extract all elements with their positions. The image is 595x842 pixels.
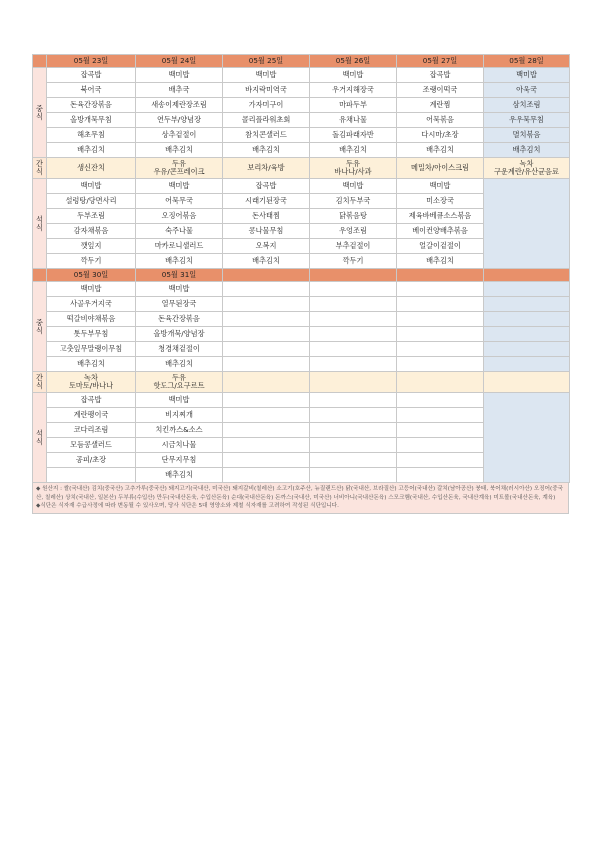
menu-item: 계란찜 — [397, 98, 484, 113]
menu-item — [223, 327, 310, 342]
menu-item — [397, 453, 484, 468]
snack-line-1: 녹차 — [84, 373, 98, 383]
date-header: 05월 28일 — [484, 55, 570, 68]
lunch-label: 중 식 — [33, 68, 47, 158]
menu-item: 잡곡밥 — [47, 393, 136, 408]
lunch-row — [33, 312, 570, 327]
menu-item — [397, 423, 484, 438]
snack-line-1: 두유 — [172, 159, 186, 169]
menu-item: 돈육간장볶음 — [136, 312, 223, 327]
week1-date-header — [33, 55, 570, 68]
dinner-label: 석 식 — [33, 179, 47, 269]
menu-item — [484, 327, 570, 342]
lunch-row — [33, 357, 570, 372]
snack-item — [136, 372, 223, 393]
menu-item: 삼치조림 — [484, 98, 570, 113]
snack-line-2: 우유/콘프레이크 — [153, 167, 205, 176]
menu-item — [223, 312, 310, 327]
snack-item — [397, 158, 484, 179]
menu-item: 백미밥 — [136, 68, 223, 83]
menu-item: 비지찌개 — [136, 408, 223, 423]
snack-row — [33, 372, 570, 393]
menu-item: 어묵볶음 — [397, 113, 484, 128]
menu-item — [223, 342, 310, 357]
menu-item — [397, 468, 484, 483]
menu-item: 백미밥 — [136, 179, 223, 194]
menu-item: 배추김치 — [47, 143, 136, 158]
date-header — [484, 269, 570, 282]
menu-item: 조랭이떡국 — [397, 83, 484, 98]
menu-item — [310, 438, 397, 453]
menu-item: 잡곡밥 — [223, 179, 310, 194]
menu-item: 김치두부국 — [310, 194, 397, 209]
menu-item: 콜리플라워초회 — [223, 113, 310, 128]
date-header: 05월 26일 — [310, 55, 397, 68]
menu-item: 코다리조림 — [47, 423, 136, 438]
snack-line-1: 생신잔치 — [77, 163, 105, 173]
menu-item: 배추김치 — [223, 254, 310, 269]
menu-item — [223, 393, 310, 408]
menu-item — [223, 297, 310, 312]
menu-item — [397, 327, 484, 342]
menu-item: 어묵무국 — [136, 194, 223, 209]
menu-item: 감자채볶음 — [47, 224, 136, 239]
menu-item: 배추김치 — [397, 143, 484, 158]
dinner-row — [33, 393, 570, 408]
menu-item: 백미밥 — [310, 68, 397, 83]
menu-item — [397, 393, 484, 408]
menu-item: 올방개묵/양념장 — [136, 327, 223, 342]
menu-item: 우우묵무침 — [484, 113, 570, 128]
menu-item: 바지락미역국 — [223, 83, 310, 98]
date-header: 05월 27일 — [397, 55, 484, 68]
date-header: 05월 24일 — [136, 55, 223, 68]
menu-item: 베이컨양배추볶음 — [397, 224, 484, 239]
lunch-label: 중 식 — [33, 282, 47, 372]
menu-item: 백미밥 — [310, 179, 397, 194]
disclaimer-note: ◆식단은 식자재 수급사정에 따라 변동될 수 있사오며, 당사 식단은 5대 영양소와 제철 식자재를 고려하여 작성된 식단입니다. — [36, 503, 339, 510]
snack-item — [310, 158, 397, 179]
menu-item: 올방개묵무침 — [47, 113, 136, 128]
menu-item: 백미밥 — [223, 68, 310, 83]
menu-item: 배추김치 — [397, 254, 484, 269]
menu-item: 유채나물 — [310, 113, 397, 128]
menu-item: 계란팽이국 — [47, 408, 136, 423]
lunch-row — [33, 143, 570, 158]
date-header — [310, 269, 397, 282]
menu-item: 배추김치 — [136, 254, 223, 269]
menu-item: 백미밥 — [47, 179, 136, 194]
snack-row — [33, 158, 570, 179]
menu-item — [484, 297, 570, 312]
menu-item: 깻잎지 — [47, 239, 136, 254]
menu-item: 배추국 — [136, 83, 223, 98]
menu-item: 아욱국 — [484, 83, 570, 98]
menu-item — [223, 408, 310, 423]
lunch-row — [33, 282, 570, 297]
menu-item — [310, 357, 397, 372]
menu-item — [223, 453, 310, 468]
snack-item — [136, 158, 223, 179]
menu-item: 돌김파래자반 — [310, 128, 397, 143]
menu-item — [484, 357, 570, 372]
snack-label: 간 식 — [33, 158, 47, 179]
menu-item — [310, 408, 397, 423]
menu-item — [310, 423, 397, 438]
lunch-row — [33, 83, 570, 98]
menu-item: 잡곡밥 — [397, 68, 484, 83]
menu-item: 닭볶음탕 — [310, 209, 397, 224]
date-header: 05월 30일 — [47, 269, 136, 282]
menu-item — [223, 468, 310, 483]
menu-item — [223, 438, 310, 453]
menu-item: 우거지해장국 — [310, 83, 397, 98]
menu-item — [310, 468, 397, 483]
header-corner — [33, 55, 47, 68]
menu-item: 콩나물무침 — [223, 224, 310, 239]
menu-item: 마카로니샐러드 — [136, 239, 223, 254]
menu-item — [310, 342, 397, 357]
header-corner — [33, 269, 47, 282]
menu-item — [310, 453, 397, 468]
menu-item — [310, 282, 397, 297]
menu-item: 연두부/양념장 — [136, 113, 223, 128]
menu-item: 오징어볶음 — [136, 209, 223, 224]
menu-item — [397, 408, 484, 423]
menu-item — [397, 282, 484, 297]
menu-item — [484, 282, 570, 297]
menu-item: 멸치볶음 — [484, 128, 570, 143]
lunch-row — [33, 297, 570, 312]
menu-item — [310, 327, 397, 342]
snack-item — [397, 372, 484, 393]
snack-line-2: 핫도그/요구르트 — [153, 381, 205, 390]
snack-item — [47, 372, 136, 393]
weekly-menu-table — [32, 54, 570, 483]
menu-item: 잡곡밥 — [47, 68, 136, 83]
menu-item: 백미밥 — [136, 282, 223, 297]
snack-line-1: 두유 — [172, 373, 186, 383]
menu-item — [223, 357, 310, 372]
snack-line-1: 보리차/육방 — [247, 163, 285, 173]
menu-item: 청경채겉절이 — [136, 342, 223, 357]
menu-item — [397, 438, 484, 453]
menu-item: 배추김치 — [310, 143, 397, 158]
menu-sheet — [32, 54, 569, 514]
snack-item — [223, 372, 310, 393]
menu-item: 두부조림 — [47, 209, 136, 224]
menu-item: 고춧잎무말랭이무침 — [47, 342, 136, 357]
menu-item: 시래기된장국 — [223, 194, 310, 209]
menu-item: 제육바베큐소스볶음 — [397, 209, 484, 224]
menu-item: 우엉조림 — [310, 224, 397, 239]
menu-item: 얼갈이겉절이 — [397, 239, 484, 254]
menu-item: 숙주나물 — [136, 224, 223, 239]
menu-item: 깍두기 — [310, 254, 397, 269]
menu-item: 부추겉절이 — [310, 239, 397, 254]
lunch-row — [33, 98, 570, 113]
menu-item: 가자미구이 — [223, 98, 310, 113]
menu-item — [397, 357, 484, 372]
snack-line-2: 바나나/사과 — [334, 167, 372, 176]
date-header: 05월 31일 — [136, 269, 223, 282]
snack-item — [310, 372, 397, 393]
snack-line-2: 토마토/바나나 — [68, 381, 114, 390]
snack-item — [223, 158, 310, 179]
menu-item: 배추김치 — [47, 357, 136, 372]
menu-item: 백미밥 — [397, 179, 484, 194]
menu-item: 새송이제란장조림 — [136, 98, 223, 113]
menu-item: 백미밥 — [136, 393, 223, 408]
dinner-row — [33, 179, 570, 194]
menu-item — [47, 468, 136, 483]
menu-item — [397, 297, 484, 312]
lunch-row — [33, 113, 570, 128]
menu-item: 떡갈비야채볶음 — [47, 312, 136, 327]
origin-note: ◆ 원산지 : 쌀(국내산) 김치(중국산) 고추가루(중국산) 돼지고기(국내산, 미국산) 돼지갈비(칠레산) 소고기(호주산, 뉴질랜드산) 닭(국내산, 브라질산) 고등어(국내산) 갈치(남아공산) 붕태, 북어채(러시아산) 오징어(중국산, 칠레산) 상치(국내산, 일본산) 두부류(수입산) 만두(국내산돈육, 수입산돈육) 순대(국내산돈육) 돈까스(국내산, 미국산) 너비아니(국내산돈육) 스모크햄(국내산, 수입산돈육, 국내산계육) 미트볼(국내산돈육, 계육) — [36, 486, 564, 501]
date-header — [397, 269, 484, 282]
menu-item — [484, 393, 570, 483]
menu-item — [484, 342, 570, 357]
menu-item: 톳두부무침 — [47, 327, 136, 342]
menu-item: 배추김치 — [484, 143, 570, 158]
menu-item: 배추김치 — [136, 357, 223, 372]
snack-line-1: 메밀차/아이스크림 — [411, 163, 469, 173]
snack-item — [484, 372, 570, 393]
menu-item: 해초무침 — [47, 128, 136, 143]
menu-item: 북어국 — [47, 83, 136, 98]
week2-date-header — [33, 269, 570, 282]
dinner-label: 석 식 — [33, 393, 47, 483]
menu-item: 모듬콩샐러드 — [47, 438, 136, 453]
menu-item: 단무지무침 — [136, 453, 223, 468]
menu-item: 배추김치 — [136, 143, 223, 158]
snack-label: 간 식 — [33, 372, 47, 393]
lunch-row — [33, 128, 570, 143]
menu-item: 돈육간장볶음 — [47, 98, 136, 113]
lunch-row — [33, 68, 570, 83]
snack-line-1: 두유 — [346, 159, 360, 169]
menu-item: 마파두부 — [310, 98, 397, 113]
date-header: 05월 23일 — [47, 55, 136, 68]
menu-item: 치킨까스&소스 — [136, 423, 223, 438]
menu-item: 오복지 — [223, 239, 310, 254]
menu-item — [310, 393, 397, 408]
snack-line-2: 구운계란/유산균음료 — [494, 167, 559, 176]
menu-item: 돈사태찜 — [223, 209, 310, 224]
menu-item: 시금치나물 — [136, 438, 223, 453]
snack-line-1: 녹차 — [519, 159, 534, 169]
menu-item — [484, 312, 570, 327]
menu-item — [310, 312, 397, 327]
snack-item — [484, 158, 570, 179]
date-header — [223, 269, 310, 282]
menu-item — [397, 342, 484, 357]
menu-item — [397, 312, 484, 327]
menu-item: 열무된장국 — [136, 297, 223, 312]
menu-item — [223, 423, 310, 438]
menu-item: 사골우거지국 — [47, 297, 136, 312]
lunch-row — [33, 342, 570, 357]
menu-item: 배추김치 — [223, 143, 310, 158]
menu-item — [223, 282, 310, 297]
menu-item: 배추김치 — [136, 468, 223, 483]
menu-item: 백미밥 — [47, 282, 136, 297]
menu-item: 미소장국 — [397, 194, 484, 209]
menu-item: 깍두기 — [47, 254, 136, 269]
menu-item — [310, 297, 397, 312]
date-header: 05월 25일 — [223, 55, 310, 68]
menu-item: 설렁탕/당면사리 — [47, 194, 136, 209]
notes-box — [32, 483, 569, 514]
menu-item: 다시마/초장 — [397, 128, 484, 143]
menu-item: 백미밥 — [484, 68, 570, 83]
lunch-row — [33, 327, 570, 342]
menu-item: 공피/초장 — [47, 453, 136, 468]
menu-item: 상추겉절이 — [136, 128, 223, 143]
menu-item — [484, 179, 570, 269]
menu-item: 참치콘샐러드 — [223, 128, 310, 143]
snack-item — [47, 158, 136, 179]
